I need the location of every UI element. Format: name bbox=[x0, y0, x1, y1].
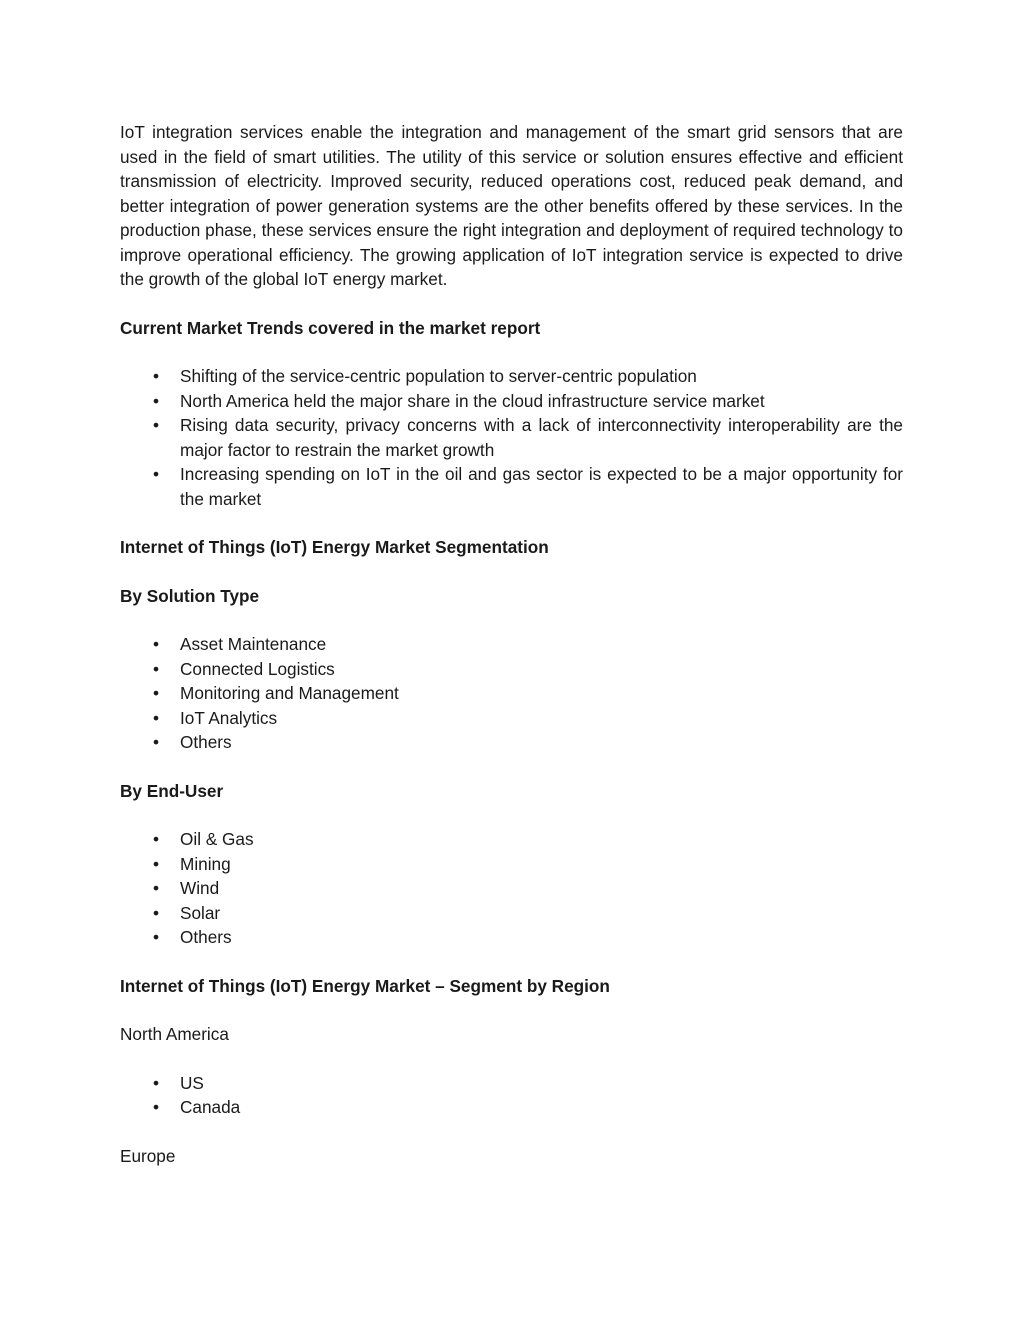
list-item-text: North America held the major share in the cloud infrastructure service market bbox=[180, 390, 765, 411]
list-item bbox=[120, 632, 903, 657]
list-item-text: Solar bbox=[180, 902, 221, 923]
trends-list bbox=[120, 364, 903, 511]
bullet-icon: • bbox=[152, 464, 160, 484]
list-item-text: Rising data security, privacy concerns with a lack of interconnectivity interoperability are the major factor to restrain the market growth bbox=[180, 415, 903, 460]
bullet-icon: • bbox=[152, 390, 160, 411]
document-page bbox=[120, 120, 903, 1192]
bullet-icon: • bbox=[152, 1097, 160, 1117]
list-item-text: Shifting of the service-centric population to server-centric population bbox=[180, 366, 697, 386]
list-item-text: Others bbox=[180, 927, 232, 947]
list-item bbox=[120, 827, 903, 852]
list-item bbox=[120, 389, 903, 414]
list-item bbox=[120, 657, 903, 682]
europe-label: Europe bbox=[120, 1145, 176, 1166]
bullet-icon: • bbox=[152, 853, 160, 874]
bullet-icon: • bbox=[152, 683, 160, 703]
north-america-list bbox=[120, 1071, 903, 1120]
bullet-icon: • bbox=[152, 927, 160, 947]
end-user-list bbox=[120, 827, 903, 950]
solution-type-list bbox=[120, 632, 903, 755]
solution-type-heading: By Solution Type bbox=[120, 585, 260, 606]
list-item bbox=[120, 706, 903, 731]
list-item-text: Wind bbox=[180, 878, 220, 898]
list-item-text: Oil & Gas bbox=[180, 829, 254, 849]
list-item bbox=[120, 730, 903, 755]
list-item-text: Monitoring and Management bbox=[180, 683, 399, 703]
bullet-icon: • bbox=[152, 707, 160, 728]
intro-paragraph: IoT integration services enable the integration and management of the smart grid sensors that are used in the field of smart utilities. The utility of this service or solution ensures effective and efficient transmission of electricity. Improved security, reduced operations cost, reduced peak demand, and better integration of power generation systems are the other benefits offered by these services. In the production phase, these services ensure the right integration and deployment of required technology to improve operational efficiency. The growing application of IoT integration service is expected to drive the growth of the global IoT energy market. bbox=[120, 122, 903, 289]
list-item bbox=[120, 901, 903, 926]
list-item bbox=[120, 876, 903, 901]
list-item-text: IoT Analytics bbox=[180, 707, 278, 728]
trends-heading: Current Market Trends covered in the market report bbox=[120, 317, 541, 338]
list-item-text: Connected Logistics bbox=[180, 658, 335, 679]
bullet-icon: • bbox=[152, 902, 160, 923]
bullet-icon: • bbox=[152, 658, 160, 679]
list-item-text: Asset Maintenance bbox=[180, 634, 327, 654]
bullet-icon: • bbox=[152, 1072, 160, 1093]
list-item bbox=[120, 364, 903, 389]
bullet-icon: • bbox=[152, 634, 160, 654]
list-item bbox=[120, 925, 903, 950]
segmentation-heading: Internet of Things (IoT) Energy Market Segmentation bbox=[120, 537, 549, 557]
list-item-text: Others bbox=[180, 732, 232, 752]
bullet-icon: • bbox=[152, 366, 160, 386]
list-item-text: US bbox=[180, 1072, 204, 1093]
bullet-icon: • bbox=[152, 415, 160, 435]
bullet-icon: • bbox=[152, 878, 160, 898]
list-item bbox=[120, 1071, 903, 1096]
list-item bbox=[120, 852, 903, 877]
list-item bbox=[120, 1095, 903, 1120]
list-item-text: Mining bbox=[180, 853, 231, 874]
list-item bbox=[120, 413, 903, 462]
list-item-text: Canada bbox=[180, 1097, 241, 1117]
end-user-heading: By End-User bbox=[120, 780, 224, 801]
bullet-icon: • bbox=[152, 732, 160, 752]
list-item-text: Increasing spending on IoT in the oil and gas sector is expected to be a major opportunity for the market bbox=[180, 464, 903, 509]
north-america-label: North America bbox=[120, 1024, 229, 1044]
region-heading: Internet of Things (IoT) Energy Market – Segment by Region bbox=[120, 975, 610, 996]
bullet-icon: • bbox=[152, 829, 160, 849]
list-item bbox=[120, 462, 903, 511]
list-item bbox=[120, 681, 903, 706]
